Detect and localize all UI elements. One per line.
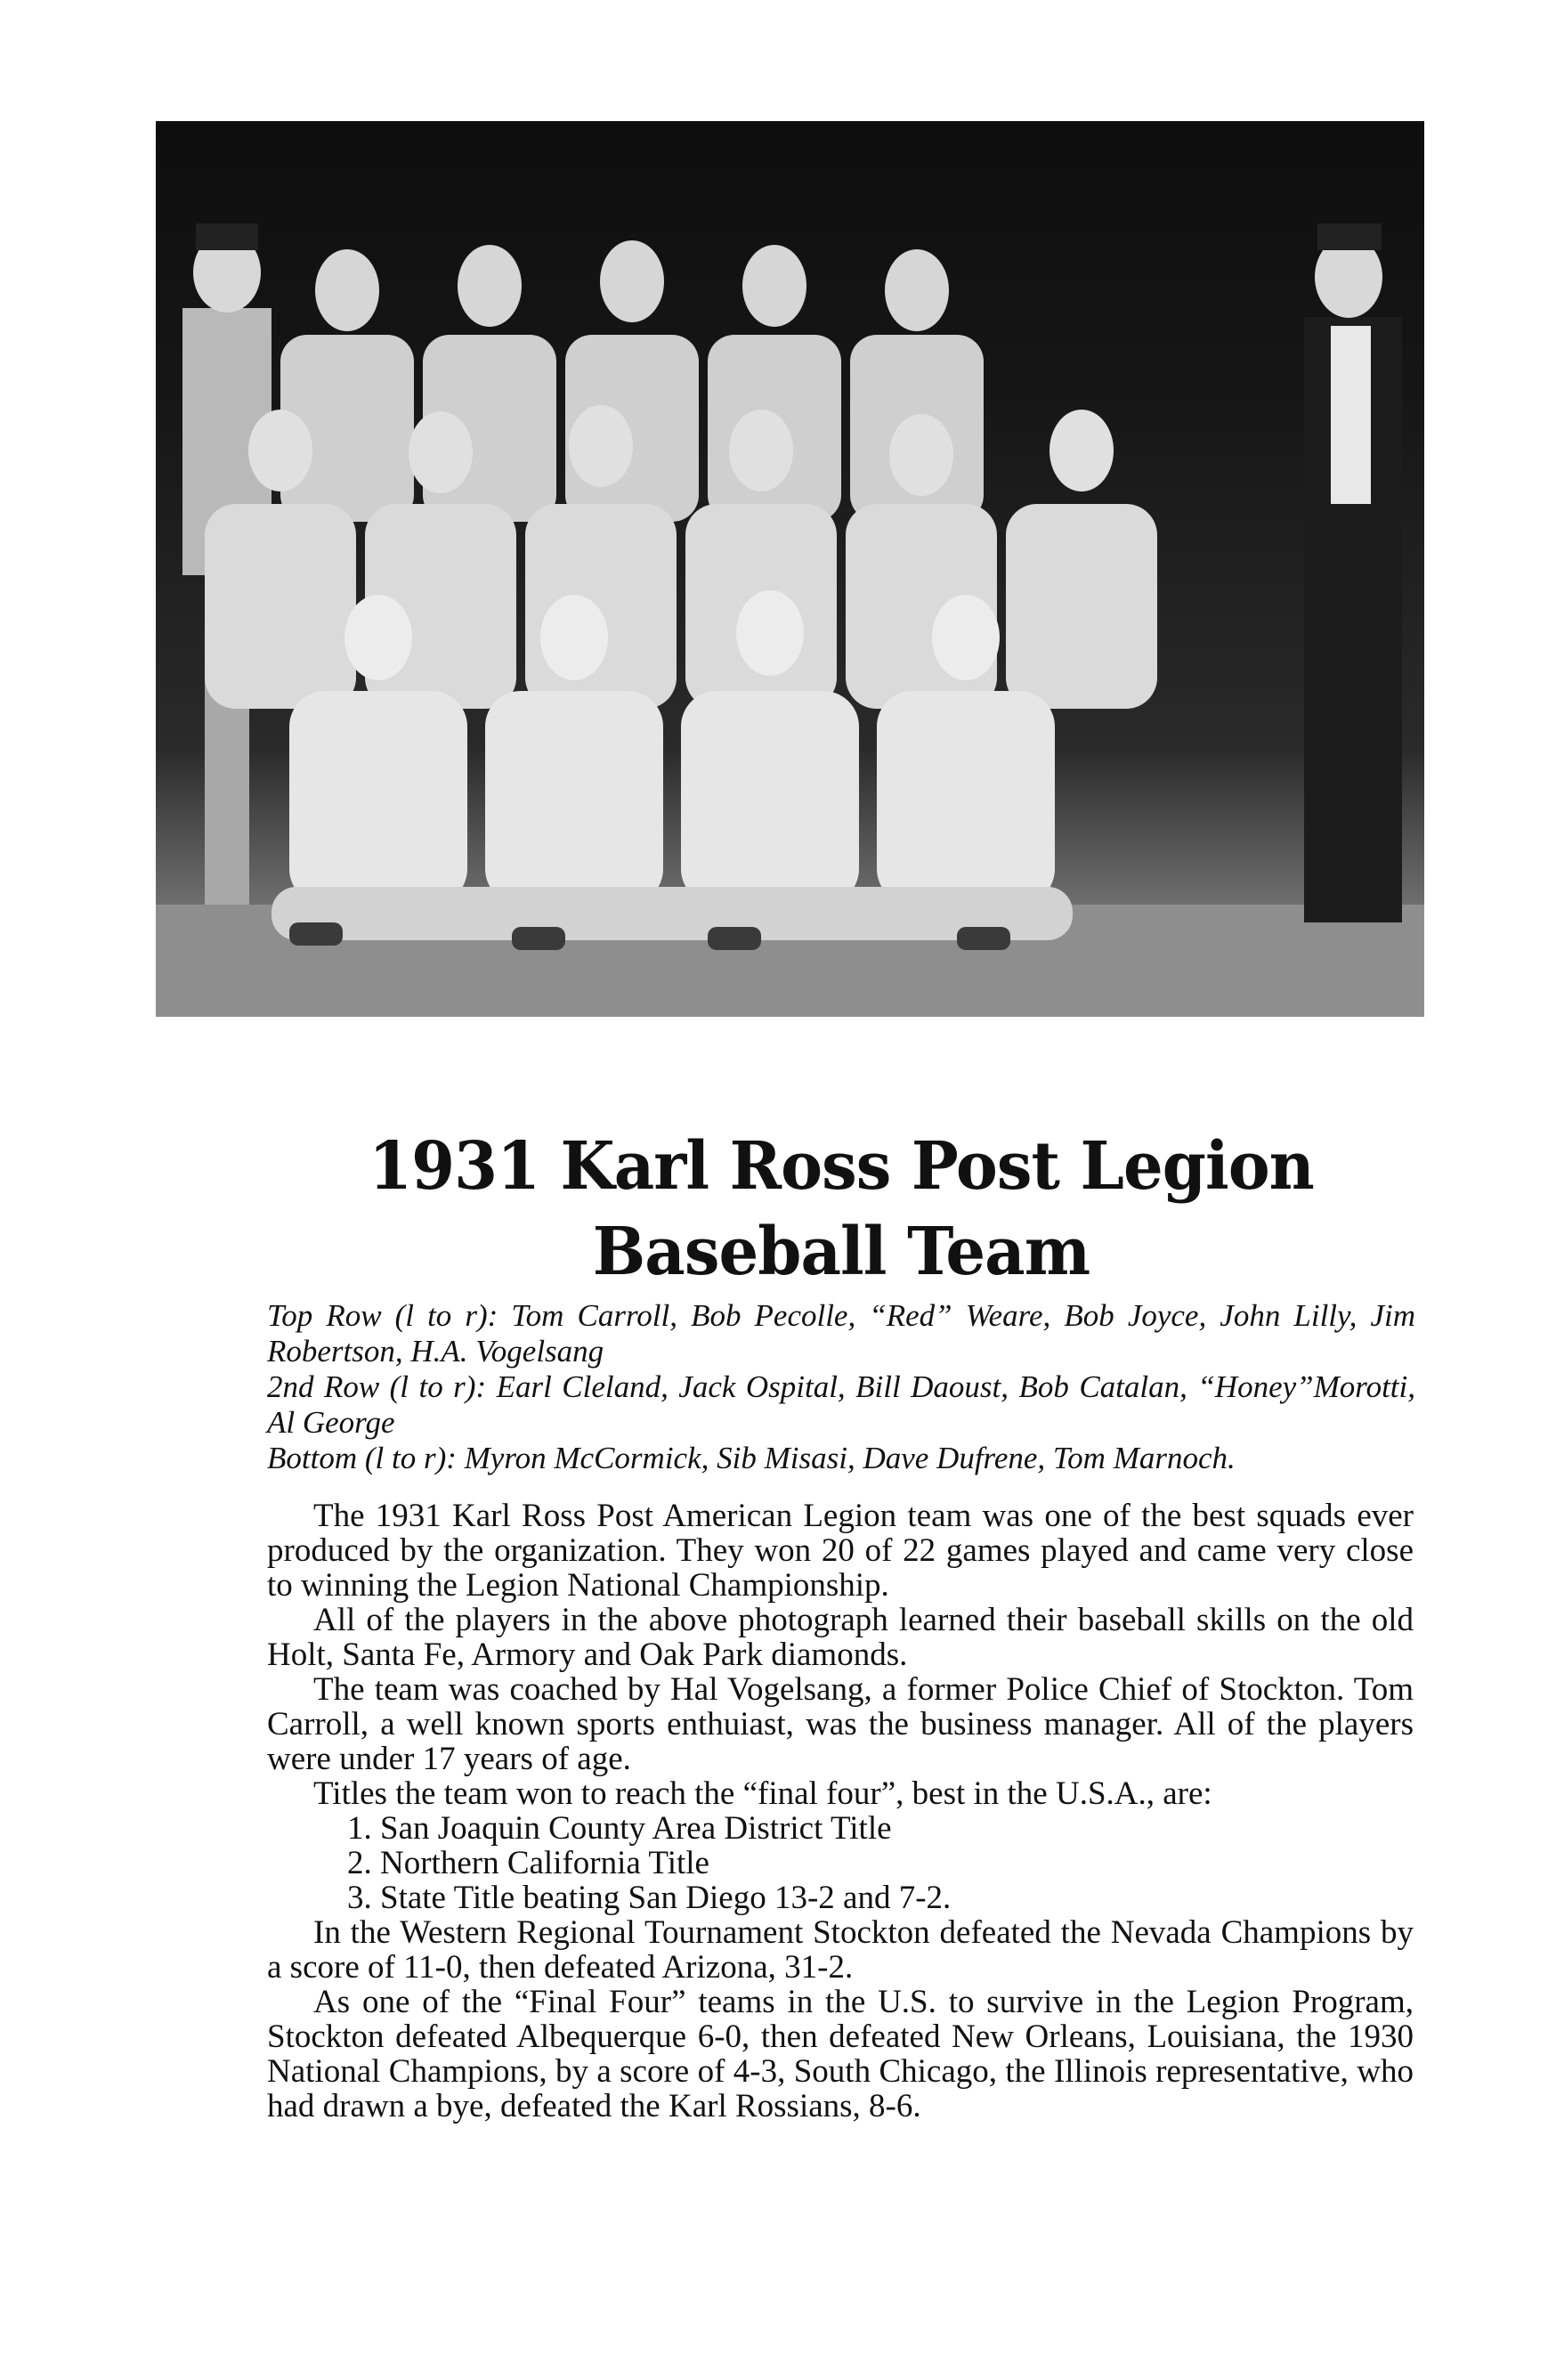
body-paragraph: All of the players in the above photograph learned their baseball skills on the old Holt, Santa Fe, Armory and Oak Park diamonds. — [267, 1602, 1414, 1673]
body-paragraph: The team was coached by Hal Vogelsang, a former Police Chief of Stockton. Tom Carroll, a well known sports enthuiast, was the business manager. All of the players were under 17 years of age. — [267, 1671, 1414, 1777]
photo-caption — [267, 1298, 1415, 1476]
caption-top-row — [267, 1298, 1415, 1369]
caption-row-label: Top Row (l to r): — [267, 1298, 498, 1333]
caption-row-label: 2nd Row (l to r): — [267, 1369, 487, 1404]
caption-bottom-row — [267, 1441, 1415, 1476]
top-row-players — [280, 335, 984, 522]
bottom-row-players — [289, 691, 1055, 905]
team-photograph — [156, 121, 1424, 1017]
middle-row-players — [205, 504, 1157, 709]
body-paragraph: In the Western Regional Tournament Stockton defeated the Nevada Champions by a score of 11-0, then defeated Arizona, 31-2. — [267, 1914, 1414, 1986]
titles-list-item: 2. Northern California Title — [347, 1845, 709, 1881]
caption-second-row — [267, 1369, 1415, 1441]
page-title — [296, 1124, 1387, 1295]
coach-right-figure — [1304, 223, 1402, 922]
caption-row-label: Bottom (l to r): — [267, 1441, 457, 1475]
title-line-1: 1931 Karl Ross Post Legion — [369, 1128, 1314, 1205]
titles-list — [267, 1811, 1414, 1915]
caption-row-names: Myron McCormick, Sib Misasi, Dave Dufrene, Tom Marnoch. — [464, 1441, 1236, 1475]
body-paragraph: Titles the team won to reach the “final four”, best in the U.S.A., are: — [313, 1775, 1212, 1812]
article-body — [267, 1499, 1414, 2124]
caption-row-names: Earl Cleland, Jack Ospital, Bill Daoust, Bob Catalan, “Honey”Morotti, Al George — [267, 1369, 1416, 1440]
titles-list-item: 3. State Title beating San Diego 13-2 and 7-2. — [347, 1880, 952, 1916]
caption-row-names: Tom Carroll, Bob Pecolle, “Red” Weare, Bob Joyce, John Lilly, Jim Robertson, H.A. Vogelsang — [267, 1298, 1415, 1369]
team-photo-illustration — [156, 121, 1424, 1017]
titles-list-item: 1. San Joaquin County Area District Title — [347, 1810, 892, 1847]
body-paragraph: As one of the “Final Four” teams in the U.S. to survive in the Legion Program, Stockton defeated Albequerque 6-0, then defeated New Orleans, Louisiana, the 1930 National Champions, by a score of 4-3, South Chicago, the Illinois representative, who had drawn a bye, defeated the Karl Rossians, 8-6. — [267, 1984, 1414, 2124]
title-line-2: Baseball Team — [592, 1214, 1090, 1290]
body-paragraph: The 1931 Karl Ross Post American Legion team was one of the best squads ever produced by the organization. They won 20 of 22 games played and came very close to winning the Legion National Championship. — [267, 1498, 1414, 1604]
